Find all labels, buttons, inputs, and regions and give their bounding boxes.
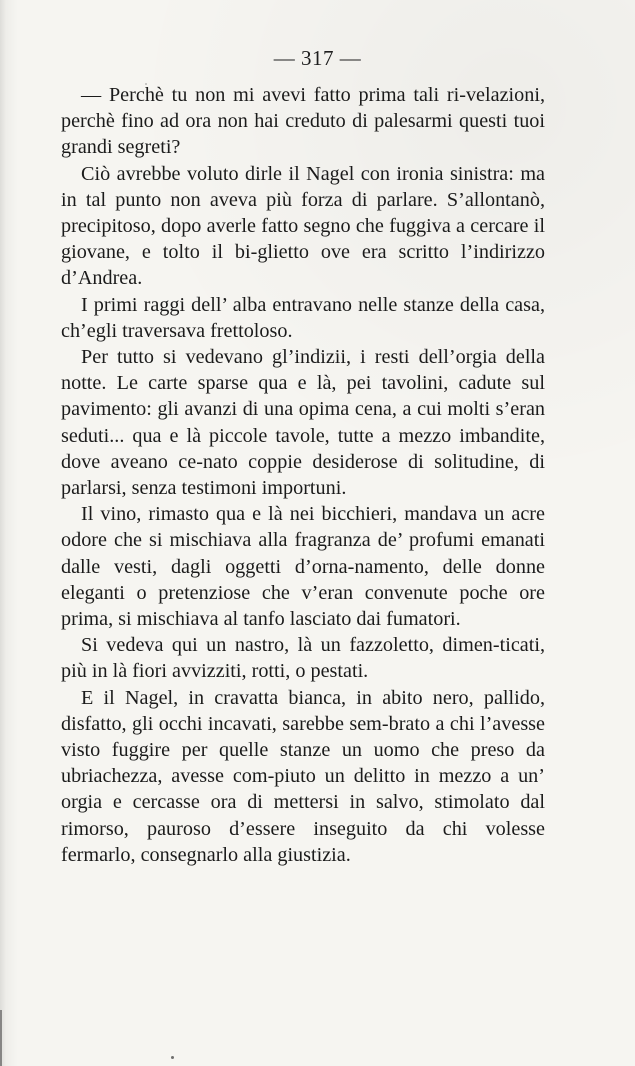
page-number: — 317 — bbox=[273, 46, 362, 70]
paragraph-1: — Perchè tu non mi avevi fatto prima tali ri-velazioni, perchè fino ad ora non hai creduto di palesarmi questi tuoi grandi segreti? bbox=[61, 84, 545, 159]
paragraph-7: E il Nagel, in cravatta bianca, in abito nero, pallido, disfatto, gli occhi incavati, sarebbe sem-brato a chi l’avesse visto fuggire per quelle stanze un uomo che preso da ubriachezza, avesse com-piuto un delitto in mezzo a un’ orgia e cercasse ora di mettersi in salvo, stimolato dal rimorso, pauroso d’essere inseguito da chi volesse fermarlo, consegnarlo alla giustizia. bbox=[61, 686, 545, 866]
paper-speck bbox=[145, 83, 147, 85]
ink-dot bbox=[171, 1056, 174, 1059]
paragraph-4: Per tutto si vedevano gl’indizii, i resti dell’orgia della notte. Le carte sparse qua e là, pei tavolini, cadute sul pavimento: gli avanzi di una opima cena, a cui molti s’eran seduti... qua e là piccole tavole, tutte a mezzo imbandite, dove aveano ce-nato coppie desiderose di solitudine, di parlarsi, senza testimoni importuni. bbox=[61, 346, 545, 500]
paragraph-6: Si vedeva qui un nastro, là un fazzoletto, dimen-ticati, più in là fiori avvizziti, rotti, o pestati. bbox=[61, 634, 545, 683]
paragraph-3: I primi raggi dell’ alba entravano nelle stanze della casa, ch’egli traversava frettoloso. bbox=[61, 293, 545, 342]
body-text bbox=[61, 82, 545, 868]
paragraph-2: Ciò avrebbe voluto dirle il Nagel con ironia sinistra: ma in tal punto non aveva più forza di parlare. S’allontanò, precipitoso, dopo averle fatto segno che fuggiva a cercare il giovane, e tolto il bi-glietto ove era scritto l’indirizzo d’Andrea. bbox=[61, 162, 545, 290]
paragraph-5: Il vino, rimasto qua e là nei bicchieri, mandava un acre odore che si mischiava alla fragranza de’ profumi emanati dalle vesti, dagli oggetti d’orna-namento, delle donne eleganti o pretenziose che v’eran convenute poche ore prima, si mischiava al tanfo lasciato dai fumatori. bbox=[61, 503, 545, 631]
page-edge-shadow bbox=[0, 1010, 18, 1066]
